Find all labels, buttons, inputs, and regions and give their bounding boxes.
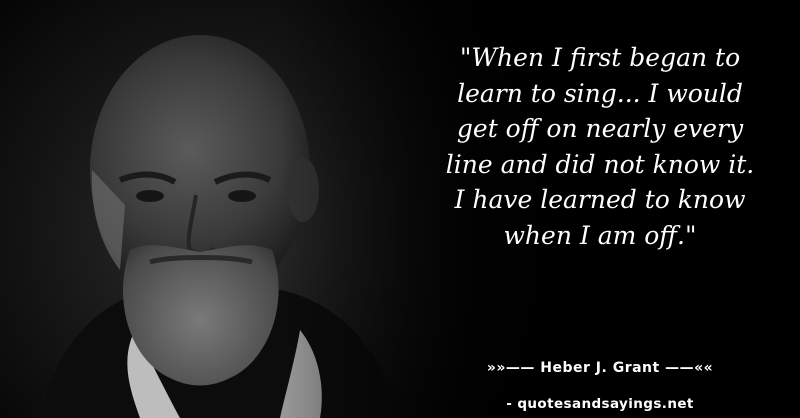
quote-line: line and did not know it. — [445, 149, 755, 179]
quote-line: "When I first began to — [459, 43, 741, 72]
site-watermark: - quotesandsayings.net — [506, 396, 694, 412]
quote-text — [420, 40, 780, 253]
quote-line: when I am off." — [503, 220, 697, 250]
quote-line: learn to sing... I would — [457, 78, 743, 108]
author-attribution: »»—— Heber J. Grant ——«« — [486, 360, 714, 376]
quote-line: I have learned to know — [454, 185, 746, 214]
quote-line: get off on nearly every — [456, 114, 744, 143]
